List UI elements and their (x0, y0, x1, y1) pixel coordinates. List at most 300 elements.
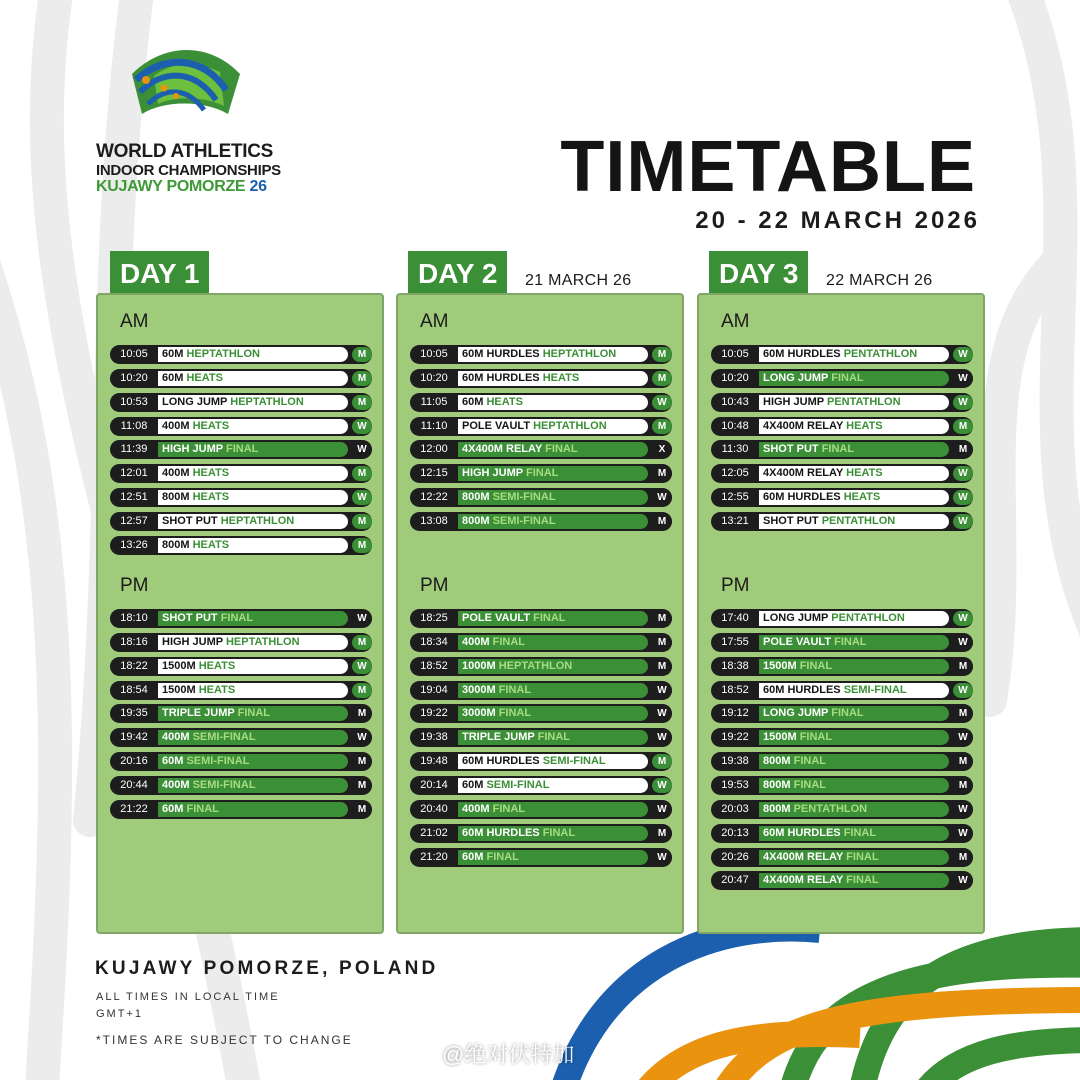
event-stage: FINAL (799, 659, 833, 672)
event-stage: HEATS (186, 371, 223, 384)
event-stage: SEMI-FINAL (186, 755, 250, 768)
gender-badge: M (652, 371, 672, 386)
schedule-row (711, 464, 973, 483)
event-name: POLE VAULT (462, 419, 531, 432)
event-stage: HEATS (198, 683, 236, 696)
event-label (759, 873, 949, 888)
gender-badge: W (953, 635, 973, 650)
event-name: 4X400M RELAY (763, 850, 844, 863)
schedule-row (711, 512, 973, 531)
event-time: 17:40 (721, 612, 749, 624)
event-stage: PENTATHLON (826, 395, 901, 408)
event-label (759, 778, 949, 793)
schedule-row (711, 776, 973, 795)
schedule-row (110, 536, 372, 555)
event-name: 800M (763, 778, 791, 791)
event-stage: FINAL (537, 731, 570, 744)
gender-badge: M (953, 659, 973, 674)
event-name: 60M HURDLES (763, 826, 841, 839)
gender-badge: W (953, 611, 973, 626)
gender-badge: M (652, 419, 672, 434)
event-stage: FINAL (225, 443, 259, 456)
event-name: 1500M (162, 683, 196, 696)
event-label (458, 611, 648, 626)
event-name: 4X400M RELAY (763, 874, 844, 887)
gender-badge: M (953, 419, 973, 434)
gender-badge: M (953, 778, 973, 793)
schedule-row (711, 800, 973, 819)
schedule-row (110, 417, 372, 436)
gender-badge: W (953, 466, 973, 481)
schedule-row (410, 848, 672, 867)
event-time: 18:38 (721, 659, 749, 672)
schedule-row (711, 488, 973, 507)
schedule-row (410, 512, 672, 531)
event-name: 60M (162, 348, 184, 360)
pm-label: PM (420, 575, 449, 596)
venue-location: KUJAWY POMORZE, POLAND (95, 958, 439, 979)
event-time: 20:03 (721, 802, 749, 815)
event-name: 800M (763, 802, 791, 815)
event-stage: FINAL (834, 635, 867, 648)
logo-subtitle: INDOOR CHAMPIONSHIPS (96, 162, 281, 179)
gender-badge: M (352, 371, 372, 386)
event-time: 11:39 (120, 443, 148, 456)
schedule-row (711, 440, 973, 459)
event-stage: FINAL (492, 635, 525, 648)
schedule-row (110, 512, 372, 531)
event-time: 19:42 (120, 731, 148, 744)
event-label (158, 635, 348, 650)
event-label (759, 466, 949, 481)
event-name: 3000M (462, 707, 496, 720)
event-stage: HEATS (192, 491, 230, 504)
gender-badge: X (652, 442, 672, 457)
event-label (458, 347, 648, 362)
schedule-row (410, 440, 672, 459)
schedule-row (110, 776, 372, 795)
gender-badge: M (652, 659, 672, 674)
event-label (158, 730, 348, 745)
gender-badge: M (352, 514, 372, 529)
event-time: 12:01 (120, 467, 148, 480)
event-name: 60M HURDLES (763, 348, 841, 360)
gender-badge: W (652, 683, 672, 698)
event-stage: SEMI-FINAL (192, 731, 256, 744)
event-time: 20:47 (721, 874, 749, 887)
event-name: TRIPLE JUMP (162, 707, 235, 720)
event-time: 12:22 (420, 491, 448, 504)
gender-badge: M (352, 395, 372, 410)
gender-badge: W (953, 683, 973, 698)
logo-year: 26 (249, 178, 267, 195)
event-time: 19:04 (420, 683, 448, 696)
schedule-row (711, 417, 973, 436)
event-stage: HEPTATHLON (225, 635, 300, 648)
schedule-row (410, 369, 672, 388)
day-2-date: 21 MARCH 26 (525, 272, 632, 289)
event-label (759, 730, 949, 745)
event-stage: FINAL (846, 874, 879, 887)
event-time: 20:16 (120, 755, 148, 768)
gender-badge: M (953, 754, 973, 769)
event-name: 60M HURDLES (462, 371, 540, 384)
event-label (458, 659, 648, 674)
event-time: 12:55 (721, 491, 749, 504)
gender-badge: W (953, 347, 973, 362)
event-name: 800M (162, 491, 190, 504)
stadium-logo-icon (124, 44, 244, 124)
event-time: 19:53 (721, 778, 749, 791)
event-time: 19:48 (420, 755, 448, 768)
event-stage: SEMI-FINAL (843, 683, 907, 696)
event-time: 19:38 (721, 755, 749, 768)
event-time: 19:38 (420, 731, 448, 744)
logo-location-text: KUJAWY POMORZE (96, 178, 246, 195)
event-stage: FINAL (542, 826, 576, 839)
gender-badge: M (652, 754, 672, 769)
event-label (458, 395, 648, 410)
event-stage: FINAL (843, 826, 877, 839)
gender-badge: W (352, 659, 372, 674)
schedule-row (410, 345, 672, 364)
event-label (158, 754, 348, 769)
schedule-row (410, 609, 672, 628)
watermark: @绝对伏特加 (442, 1042, 575, 1067)
event-name: 800M (763, 755, 791, 768)
event-stage: HEATS (846, 419, 883, 432)
event-label (458, 802, 648, 817)
am-label: AM (721, 311, 750, 332)
date-range: 20 - 22 MARCH 2026 (695, 207, 980, 234)
event-time: 18:34 (420, 635, 448, 648)
event-label (458, 466, 648, 481)
event-name: HIGH JUMP (162, 443, 223, 456)
event-label (759, 683, 949, 698)
event-label (759, 802, 949, 817)
schedule-row (410, 464, 672, 483)
gender-badge: M (652, 347, 672, 362)
schedule-row (110, 609, 372, 628)
gender-badge: W (953, 730, 973, 745)
gender-badge: M (352, 635, 372, 650)
event-time: 12:00 (420, 443, 448, 456)
event-label (759, 635, 949, 650)
event-label (458, 683, 648, 698)
schedule-row (110, 345, 372, 364)
event-time: 17:55 (721, 635, 749, 648)
event-stage: HEATS (846, 467, 883, 480)
event-time: 10:20 (721, 371, 749, 384)
event-stage: SEMI-FINAL (192, 778, 256, 791)
logo-title: WORLD ATHLETICS (96, 141, 274, 162)
timezone-note: GMT+1 (96, 1008, 143, 1020)
schedule-row (410, 824, 672, 843)
event-stage: FINAL (846, 850, 879, 863)
gender-badge: W (652, 706, 672, 721)
event-stage: HEPTATHLON (230, 395, 304, 408)
event-name: 400M (162, 419, 190, 432)
event-name: 4X400M RELAY (763, 419, 844, 432)
schedule-row (711, 848, 973, 867)
am-label: AM (120, 311, 149, 332)
subject-to-change-note: *TIMES ARE SUBJECT TO CHANGE (96, 1033, 353, 1047)
gender-badge: W (652, 802, 672, 817)
day-1-schedule-panel (96, 293, 384, 934)
event-stage: FINAL (545, 443, 578, 456)
event-label (158, 538, 348, 553)
page-title: TIMETABLE (560, 127, 976, 207)
event-name: 800M (162, 538, 190, 551)
event-time: 12:15 (420, 467, 448, 480)
logo-location (96, 178, 267, 196)
day-3-schedule-panel (697, 293, 985, 934)
schedule-row (410, 681, 672, 700)
gender-badge: W (352, 442, 372, 457)
schedule-row (410, 488, 672, 507)
gender-badge: W (652, 395, 672, 410)
event-name: 1500M (162, 659, 196, 672)
event-label (759, 611, 949, 626)
schedule-row (110, 681, 372, 700)
event-label (158, 778, 348, 793)
event-stage: FINAL (831, 707, 864, 720)
schedule-row (410, 633, 672, 652)
event-name: 60M (462, 850, 484, 863)
event-time: 11:08 (120, 419, 148, 432)
event-time: 12:57 (120, 514, 148, 527)
event-label (458, 490, 648, 505)
schedule-row (110, 752, 372, 771)
event-label (458, 778, 648, 793)
schedule-row (110, 657, 372, 676)
event-time: 18:52 (721, 683, 749, 696)
gender-badge: M (652, 466, 672, 481)
event-stage: SEMI-FINAL (542, 755, 606, 768)
schedule-row (110, 440, 372, 459)
event-stage: FINAL (793, 755, 826, 768)
event-stage: FINAL (821, 443, 855, 456)
event-stage: HEPTATHLON (542, 348, 617, 360)
gender-badge: M (652, 514, 672, 529)
event-stage: FINAL (533, 612, 566, 624)
event-name: 400M (162, 467, 190, 480)
event-label (158, 514, 348, 529)
gender-badge: W (953, 514, 973, 529)
event-label (158, 490, 348, 505)
event-name: 3000M (462, 683, 496, 696)
event-name: SHOT PUT (162, 612, 218, 624)
event-name: 400M (462, 635, 490, 648)
pm-label: PM (721, 575, 750, 596)
event-stage: FINAL (793, 778, 826, 791)
event-label (458, 635, 648, 650)
event-stage: HEPTATHLON (498, 659, 573, 672)
schedule-row (110, 704, 372, 723)
event-label (158, 347, 348, 362)
event-time: 13:26 (120, 538, 148, 551)
schedule-row (110, 488, 372, 507)
day-2-tab: DAY 2 (408, 251, 507, 295)
gender-badge: M (352, 778, 372, 793)
event-time: 20:14 (420, 778, 448, 791)
event-label (458, 850, 648, 865)
event-time: 11:05 (420, 395, 448, 408)
event-time: 21:22 (120, 802, 148, 815)
event-name: 60M HURDLES (462, 348, 540, 360)
gender-badge: M (953, 442, 973, 457)
event-name: HIGH JUMP (162, 635, 223, 648)
schedule-row (711, 609, 973, 628)
schedule-row (410, 728, 672, 747)
gender-badge: W (953, 371, 973, 386)
event-label (759, 347, 949, 362)
event-label (158, 706, 348, 721)
schedule-row (711, 824, 973, 843)
event-time: 19:12 (721, 707, 749, 720)
gender-badge: W (652, 730, 672, 745)
event-name: 60M HURDLES (763, 491, 841, 504)
gender-badge: M (352, 347, 372, 362)
schedule-row (711, 657, 973, 676)
schedule-row (110, 728, 372, 747)
event-name: 60M HURDLES (763, 683, 841, 696)
event-name: 800M (462, 491, 490, 504)
schedule-row (711, 728, 973, 747)
event-name: LONG JUMP (763, 707, 829, 720)
event-stage: FINAL (831, 371, 864, 384)
event-stage: HEPTATHLON (533, 419, 607, 432)
event-label (158, 659, 348, 674)
gender-badge: W (953, 873, 973, 888)
gender-badge: M (352, 683, 372, 698)
event-time: 10:05 (721, 348, 749, 360)
event-name: 4X400M RELAY (763, 467, 844, 480)
schedule-row (410, 776, 672, 795)
event-name: 1500M (763, 659, 797, 672)
event-name: HIGH JUMP (763, 395, 824, 408)
schedule-row (711, 369, 973, 388)
schedule-row (110, 369, 372, 388)
event-name: 60M (162, 802, 184, 815)
event-label (158, 683, 348, 698)
schedule-row (110, 633, 372, 652)
gender-badge: M (352, 538, 372, 553)
event-stage: HEATS (192, 467, 230, 480)
event-stage: FINAL (799, 731, 833, 744)
schedule-row (410, 752, 672, 771)
gender-badge: M (352, 706, 372, 721)
event-stage: HEATS (192, 538, 230, 551)
event-stage: HEPTATHLON (186, 348, 260, 360)
event-time: 11:30 (721, 443, 749, 456)
event-name: LONG JUMP (763, 612, 829, 624)
event-stage: HEATS (843, 491, 881, 504)
event-stage: FINAL (186, 802, 219, 815)
event-time: 13:21 (721, 514, 749, 527)
event-label (759, 371, 949, 386)
day-3-tab: DAY 3 (709, 251, 808, 295)
event-label (158, 611, 348, 626)
event-time: 18:54 (120, 683, 148, 696)
event-time: 18:22 (120, 659, 148, 672)
day-1-tab: DAY 1 (110, 251, 209, 295)
event-time: 20:44 (120, 778, 148, 791)
event-time: 19:35 (120, 707, 148, 720)
event-time: 13:08 (420, 514, 448, 527)
event-name: HIGH JUMP (462, 467, 523, 480)
event-label (759, 826, 949, 841)
event-label (458, 419, 648, 434)
gender-badge: M (352, 466, 372, 481)
event-stage: PENTATHLON (843, 348, 918, 360)
event-label (759, 514, 949, 529)
schedule-row (711, 393, 973, 412)
event-name: 800M (462, 514, 490, 527)
event-label (759, 419, 949, 434)
event-label (158, 442, 348, 457)
event-label (458, 371, 648, 386)
event-time: 10:05 (120, 348, 148, 360)
event-stage: FINAL (498, 707, 532, 720)
event-name: 1500M (763, 731, 797, 744)
event-name: 1000M (462, 659, 496, 672)
event-name: 400M (462, 802, 490, 815)
event-time: 10:20 (420, 371, 448, 384)
local-time-note: ALL TIMES IN LOCAL TIME (96, 991, 280, 1003)
event-time: 10:53 (120, 395, 148, 408)
event-stage: HEATS (486, 395, 523, 408)
gender-badge: W (352, 730, 372, 745)
event-name: 60M (162, 371, 184, 384)
event-name: 60M HURDLES (462, 755, 540, 768)
event-time: 10:05 (420, 348, 448, 360)
event-stage: FINAL (486, 850, 519, 863)
event-label (158, 802, 348, 817)
gender-badge: M (953, 706, 973, 721)
schedule-row (110, 464, 372, 483)
event-name: TRIPLE JUMP (462, 731, 535, 744)
event-name: LONG JUMP (162, 395, 228, 408)
schedule-row (410, 704, 672, 723)
event-label (458, 826, 648, 841)
event-time: 18:16 (120, 635, 148, 648)
day-2-schedule-panel (396, 293, 684, 934)
event-stage: FINAL (492, 802, 525, 815)
event-label (158, 371, 348, 386)
schedule-row (410, 417, 672, 436)
gender-badge: M (652, 635, 672, 650)
event-label (458, 754, 648, 769)
event-time: 21:20 (420, 850, 448, 863)
am-label: AM (420, 311, 449, 332)
event-time: 18:52 (420, 659, 448, 672)
event-name: 400M (162, 731, 190, 744)
event-stage: SEMI-FINAL (486, 778, 550, 791)
pm-label: PM (120, 575, 149, 596)
event-label (759, 659, 949, 674)
event-label (158, 419, 348, 434)
event-label (759, 490, 949, 505)
schedule-row (711, 345, 973, 364)
schedule-row (110, 800, 372, 819)
schedule-row (410, 393, 672, 412)
event-label (458, 730, 648, 745)
event-name: 60M (462, 778, 484, 791)
gender-badge: W (953, 490, 973, 505)
event-name: 60M (162, 755, 184, 768)
event-stage: PENTATHLON (793, 802, 868, 815)
